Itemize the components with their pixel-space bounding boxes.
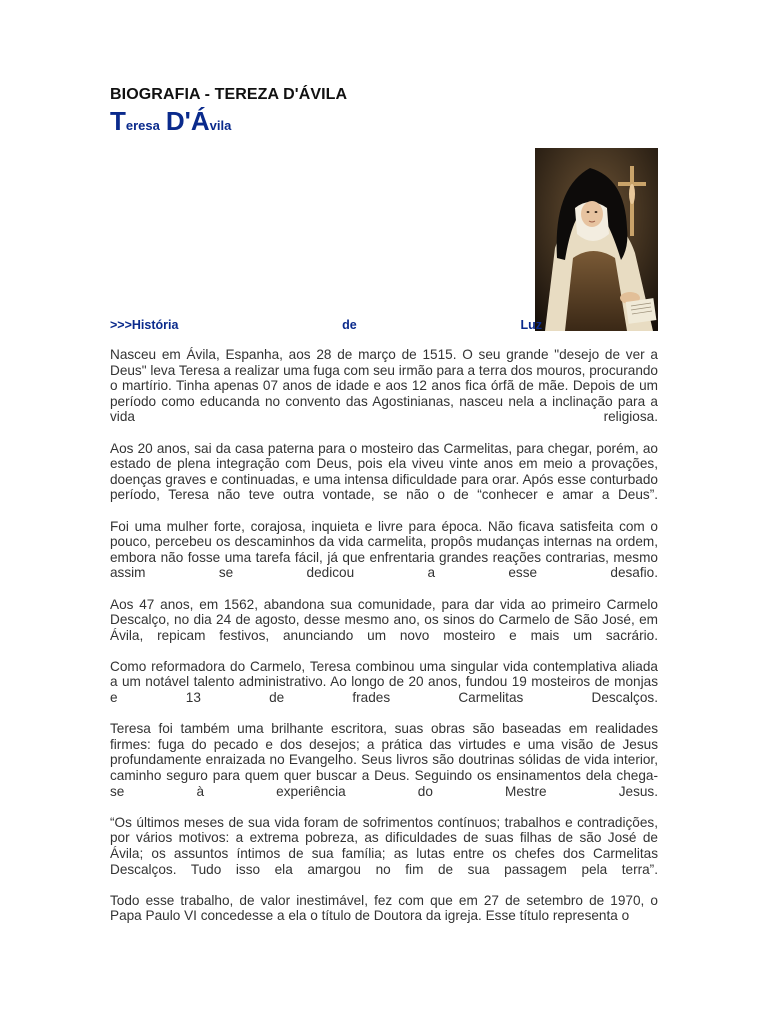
history-part-luz: Luz	[520, 318, 542, 332]
biography-paragraph-6: Teresa foi também uma brilhante escritora, suas obras são baseadas em realidades firmes: fuga do pecado e dos desejos; a prática das virtudes e uma visão de Jesus profundamente enraizada no Evangelho. Seus livros são doutrinas sólidas de vida interior, caminho seguro para quem quer buscar a Deus. Seguindo os ensinamentos dela chega-se à experiência do Mestre Jesus.	[110, 721, 658, 799]
biography-paragraph-1: Nasceu em Ávila, Espanha, aos 28 de março de 1515. O seu grande "desejo de ver a Deus" leva Teresa a realizar uma fuga com seu irmão para a terra dos mouros, procurando o martírio. Tinha apenas 07 anos de idade e aos 12 anos fica órfã de mãe. Depois de um período como educanda no convento das Agostinianas, nasceu nela a inclinação para a vida religiosa.	[110, 347, 658, 425]
history-of-light-heading	[110, 318, 542, 332]
subtitle-rest-vila: vila	[209, 118, 232, 133]
biography-paragraph-4: Aos 47 anos, em 1562, abandona sua comunidade, para dar vida ao primeiro Carmelo Descalço, no dia 24 de agosto, desse mesmo ano, os sinos do Carmelo de São José, em Ávila, repicam festivos, anunciando um novo mosteiro e mais um sacrário.	[110, 596, 658, 643]
subtitle-cap-t: T	[110, 106, 126, 136]
subtitle-word-davila	[165, 106, 232, 136]
saint-portrait-illustration	[535, 148, 658, 331]
subtitle-rest-eresa: eresa	[125, 118, 160, 133]
subtitle-cap-da: D'Á	[165, 106, 210, 136]
saint-portrait-image	[535, 148, 658, 331]
history-part-de: de	[342, 318, 357, 332]
document-heading: BIOGRAFIA - TEREZA D'ÁVILA	[110, 86, 348, 103]
biography-paragraph-2: Aos 20 anos, sai da casa paterna para o mosteiro das Carmelitas, para chegar, porém, ao estado de plena integração com Deus, pois ela viveu vinte anos em meio a provações, doenças graves e continuadas, e uma intensa dificuldade para orar. Após esse conturbado período, Teresa não teve outra vontade, se não o de “conhecer e amar a Deus”.	[110, 440, 658, 503]
biography-paragraph-8: Todo esse trabalho, de valor inestimável, fez com que em 27 de setembro de 1970, o Papa Paulo VI concedesse a ela o título de Doutora da igreja. Esse título representa o	[110, 892, 658, 924]
biography-body	[110, 347, 658, 940]
biography-paragraph-5: Como reformadora do Carmelo, Teresa combinou uma singular vida contemplativa aliada a um notável talento administrativo. Ao longo de 20 anos, fundou 19 mosteiros de monjas e 13 de frades Carmelitas Descalços.	[110, 658, 658, 706]
subtitle-word-teresa	[110, 106, 160, 136]
biography-paragraph-3: Foi uma mulher forte, corajosa, inquieta e livre para época. Não ficava satisfeita com o pouco, percebeu os descaminhos da vida carmelita, propôs mudanças internas na ordem, embora não fosse uma tarefa fácil, já que enfrentaria grandes reações contrarias, mesmo assim se dedicou a esse desafio.	[110, 518, 658, 581]
biography-paragraph-7: “Os últimos meses de sua vida foram de sofrimentos contínuos; trabalhos e contradições, por vários motivos: a extrema pobreza, as dificuldades de suas filhas de são José de Ávila; os assuntos íntimos de sua família; as lutas entre os chefes dos Carmelitas Descalços. Tudo isso ela amargou no fim de sua passagem pela terra”.	[110, 814, 658, 877]
document-subtitle	[110, 106, 231, 137]
history-part-historia: >>>História	[110, 318, 179, 332]
